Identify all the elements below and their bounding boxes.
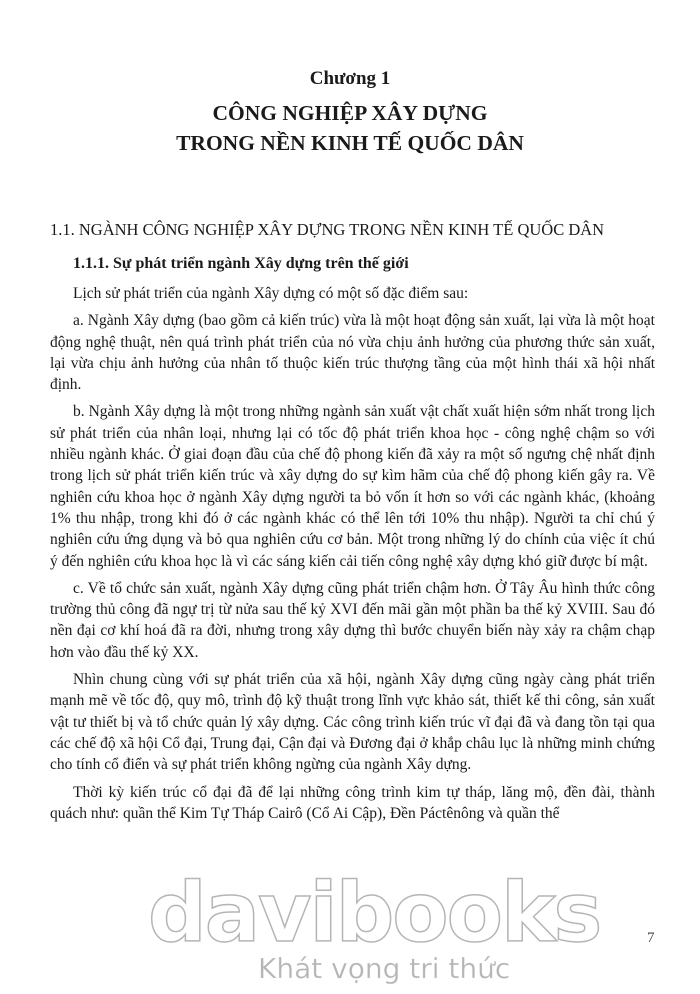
- chapter-title-line-2: TRONG NỀN KINH TẾ QUỐC DÂN: [176, 131, 524, 155]
- subsection-heading: 1.1.1. Sự phát triển ngành Xây dựng trên thế giới: [73, 255, 409, 272]
- paragraph-ancient: Thời kỳ kiến trúc cổ đại đã để lại những công trình kim tự tháp, lăng mộ, đền đài, thành quách như: quần thể Kim Tự Tháp Cairô (Cổ Ai Cập), Đền Páctênông và quần thể: [50, 783, 655, 822]
- body-text: [50, 283, 655, 830]
- chapter-title: [0, 98, 700, 158]
- watermark-slogan: Khát vọng tri thức: [258, 952, 511, 985]
- paragraph-overview: Nhìn chung cùng với sự phát triển của xã hội, ngành Xây dựng cũng ngày càng phát triển mạnh mẽ về tốc độ, quy mô, trình độ kỹ thuật trong lĩnh vực khảo sát, thiết kế thi công, sản xuất vật tư thiết bị và tổ chức quản lý xây dựng. Các công trình kiến trúc vĩ đại đã và đang tồn tại qua các chế độ xã hội Cổ đại, Trung đại, Cận đại và Đương đại ở khắp châu lục là những minh chứng cho tính cổ điển và sự phát triển không ngừng của ngành Xây dựng.: [50, 671, 655, 774]
- page-number: 7: [647, 930, 655, 946]
- paragraph-intro: Lịch sử phát triển của ngành Xây dựng có một số đặc điểm sau:: [73, 285, 469, 302]
- paragraph-c: c. Về tổ chức sản xuất, ngành Xây dựng cũng phát triển chậm hơn. Ở Tây Âu hình thức công trường thủ công đã ngự trị từ nửa sau thế kỷ XVI đến mãi gần một phần ba thế kỷ XVIII. Sau đó nền đại cơ khí hoá đã ra đời, nhưng trong xây dựng thì bước chuyển biến này xảy ra chậm chạp hơn vào đầu thế kỷ XX.: [50, 579, 655, 661]
- section-heading: 1.1. NGÀNH CÔNG NGHIỆP XÂY DỰNG TRONG NỀN KINH TẾ QUỐC DÂN: [50, 220, 605, 239]
- chapter-title-line-1: CÔNG NGHIỆP XÂY DỰNG: [212, 101, 488, 125]
- chapter-label: Chương 1: [309, 68, 391, 89]
- paragraph-b: b. Ngành Xây dựng là một trong những ngành sản xuất vật chất xuất hiện sớm nhất trong lịch sử phát triển của nhân loại, nhưng lại có tốc độ phát triển khoa học - công nghệ chậm so với nhiều ngành khác. Ở giai đoạn đầu của chế độ phong kiến đã xảy ra một số ngưng chệ nhất định trong lịch sử phát triển kiến trúc và xây dựng do sự kìm hãm của chế độ phong kiến gây ra. Về nghiên cứu khoa học ở ngành Xây dựng người ta bỏ vốn ít hơn so với các ngành khác, (khoảng 1% thu nhập, trong khi đó ở các ngành khác có thể lên tới 10% thu nhập). Người ta chỉ chú ý nghiên cứu ứng dụng và bỏ qua nghiên cứu cơ bản. Một trong những lý do chính của việc ít chú ý đến nghiên cứu khoa học là vì các sáng kiến cải tiến công nghệ xây dựng khó giữ được bí mật.: [50, 403, 655, 570]
- paragraph-a: a. Ngành Xây dựng (bao gồm cả kiến trúc) vừa là một hoạt động sản xuất, lại vừa là một hoạt động nghệ thuật, nên quá trình phát triển của nó vừa chịu ảnh hưởng của phương thức sản xuất, lại vừa chịu ảnh hưởng của nhân tố thuộc kiến trúc thượng tầng của một hình thái xã hội nhất định.: [50, 312, 655, 394]
- watermark-brand: davibooks: [148, 866, 601, 961]
